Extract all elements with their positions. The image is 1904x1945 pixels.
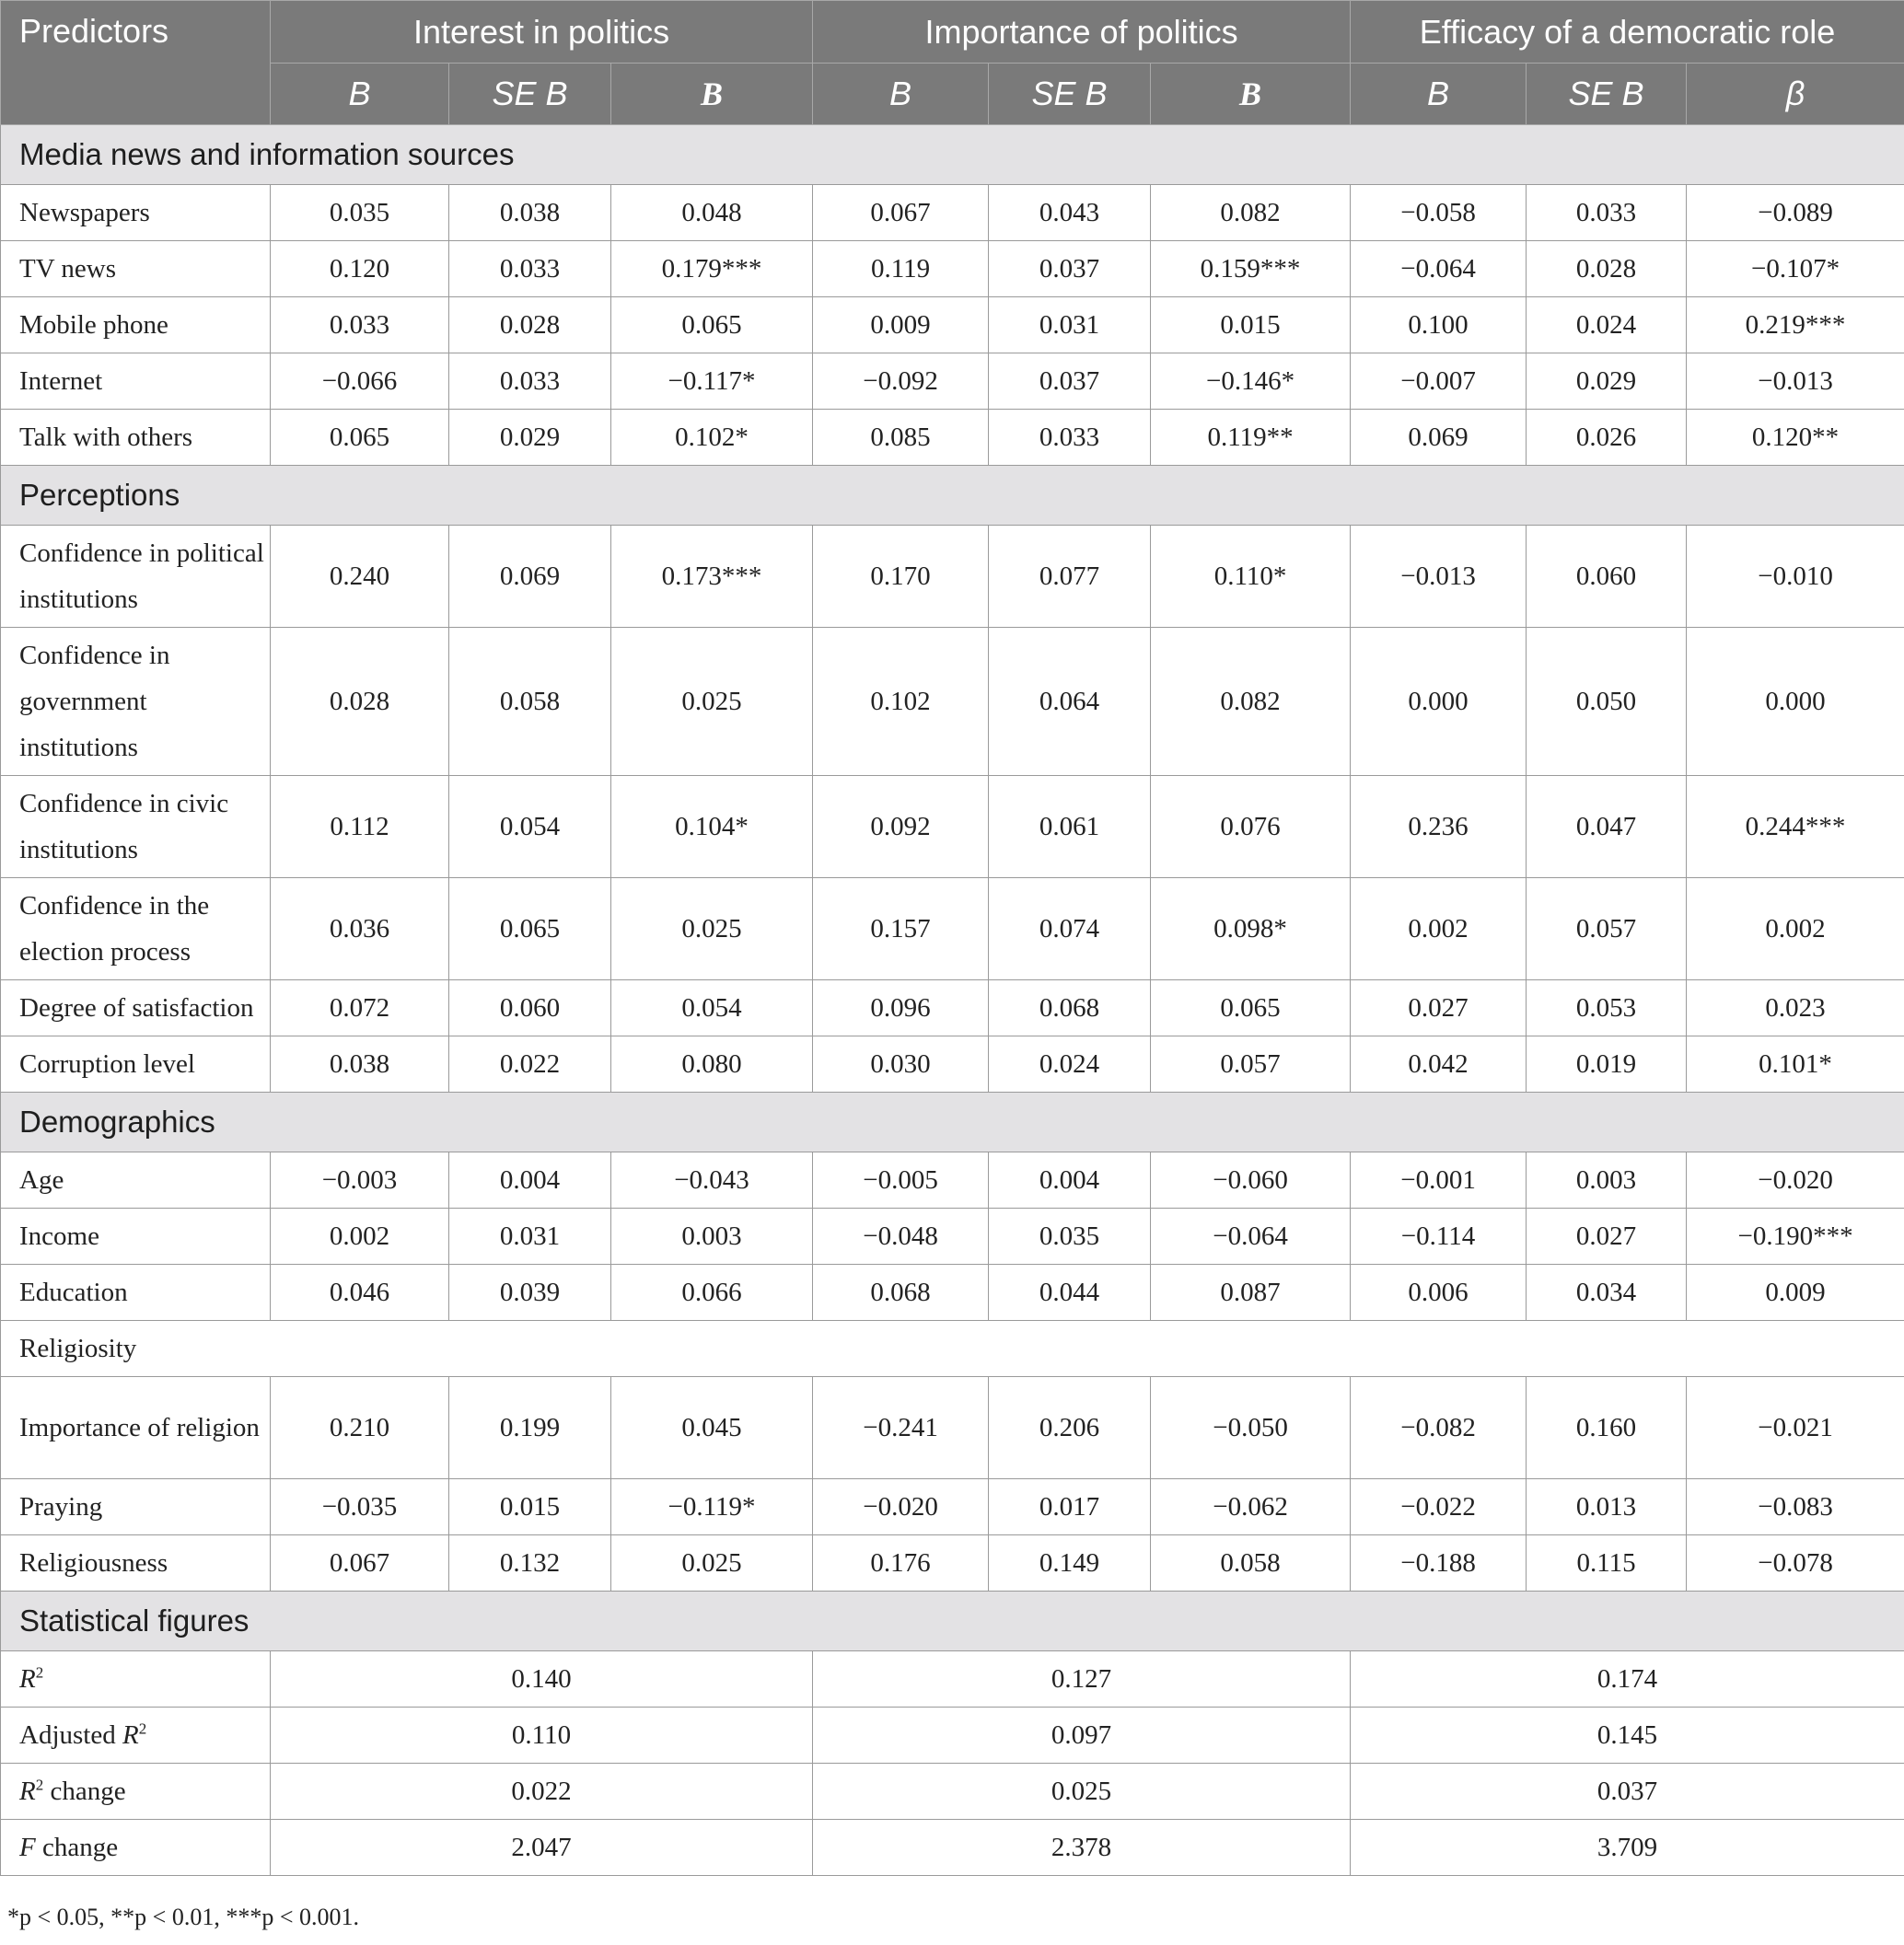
row-label: Importance of religion <box>1 1377 271 1479</box>
table-cell: −0.020 <box>1687 1152 1904 1209</box>
subheader-se-b: SE B <box>989 64 1151 125</box>
table-cell: 0.024 <box>989 1036 1151 1093</box>
table-cell: 0.029 <box>1527 353 1687 410</box>
stats-label-symbol: R <box>122 1720 139 1750</box>
table-row <box>1 1265 1904 1321</box>
table-cell: 0.060 <box>1527 526 1687 628</box>
group-header-importance: Importance of politics <box>813 1 1351 64</box>
table-cell: 0.025 <box>611 628 813 776</box>
row-label: Age <box>1 1152 271 1209</box>
table-cell: 0.054 <box>611 980 813 1036</box>
table-cell: 0.176 <box>813 1535 989 1592</box>
stats-label <box>1 1820 271 1876</box>
table-cell: 0.043 <box>989 185 1151 241</box>
table-cell: −0.146* <box>1151 353 1351 410</box>
table-cell: 0.013 <box>1527 1479 1687 1535</box>
table-cell: −0.089 <box>1687 185 1904 241</box>
table-cell: 0.119 <box>813 241 989 297</box>
table-row <box>1 1036 1904 1093</box>
table-cell: 0.100 <box>1351 297 1527 353</box>
table-row <box>1 297 1904 353</box>
section-row-media <box>1 125 1904 185</box>
table-cell: 0.033 <box>449 241 611 297</box>
table-row <box>1 1152 1904 1209</box>
table-cell: −0.092 <box>813 353 989 410</box>
stats-value: 0.037 <box>1351 1764 1904 1820</box>
table-cell: 0.102 <box>813 628 989 776</box>
religiosity-subheading-row <box>1 1321 1904 1377</box>
table-cell: 0.036 <box>271 878 449 980</box>
table-cell: −0.083 <box>1687 1479 1904 1535</box>
table-cell: 0.035 <box>271 185 449 241</box>
row-label: Confidence in political institutions <box>1 526 271 628</box>
table-cell: 0.044 <box>989 1265 1151 1321</box>
table-cell: 0.061 <box>989 776 1151 878</box>
table-cell: 0.060 <box>449 980 611 1036</box>
table-cell: 0.058 <box>449 628 611 776</box>
table-cell: 0.067 <box>813 185 989 241</box>
table-cell: −0.013 <box>1687 353 1904 410</box>
section-label: Media news and information sources <box>1 125 1904 185</box>
table-cell: 0.067 <box>271 1535 449 1592</box>
table-cell: −0.082 <box>1351 1377 1527 1479</box>
table-cell: 0.110* <box>1151 526 1351 628</box>
table-cell: 0.057 <box>1527 878 1687 980</box>
stats-label-superscript: 2 <box>35 1776 44 1794</box>
stats-label-suffix: change <box>43 1777 126 1806</box>
table-cell: 0.003 <box>611 1209 813 1265</box>
stats-value: 0.025 <box>813 1764 1351 1820</box>
table-cell: −0.022 <box>1351 1479 1527 1535</box>
table-cell: 0.038 <box>271 1036 449 1093</box>
table-cell: 0.120** <box>1687 410 1904 466</box>
table-cell: −0.010 <box>1687 526 1904 628</box>
table-cell: 0.048 <box>611 185 813 241</box>
table-row <box>1 1479 1904 1535</box>
table-cell: 0.064 <box>989 628 1151 776</box>
table-cell: 0.031 <box>449 1209 611 1265</box>
group-header-efficacy: Efficacy of a democratic role <box>1351 1 1904 64</box>
footnote <box>7 1904 359 1931</box>
table-cell: 0.170 <box>813 526 989 628</box>
stats-label-suffix: change <box>35 1833 119 1862</box>
table-cell: −0.078 <box>1687 1535 1904 1592</box>
stats-value: 0.174 <box>1351 1651 1904 1708</box>
row-label: Income <box>1 1209 271 1265</box>
table-cell: 0.179*** <box>611 241 813 297</box>
table-cell: 0.000 <box>1687 628 1904 776</box>
header-row-subheaders <box>1 64 1904 125</box>
stats-label-symbol: F <box>19 1833 36 1862</box>
table-cell: −0.064 <box>1351 241 1527 297</box>
table-cell: 0.240 <box>271 526 449 628</box>
table-cell: 0.033 <box>1527 185 1687 241</box>
table-cell: 0.069 <box>449 526 611 628</box>
table-cell: 0.002 <box>1351 878 1527 980</box>
table-cell: 0.173*** <box>611 526 813 628</box>
table-row <box>1 776 1904 878</box>
table-cell: −0.190*** <box>1687 1209 1904 1265</box>
table-cell: −0.188 <box>1351 1535 1527 1592</box>
table-cell: 0.159*** <box>1151 241 1351 297</box>
table-cell: −0.020 <box>813 1479 989 1535</box>
table-row <box>1 241 1904 297</box>
table-cell: −0.107* <box>1687 241 1904 297</box>
table-cell: −0.050 <box>1151 1377 1351 1479</box>
table-cell: −0.035 <box>271 1479 449 1535</box>
table-cell: 0.004 <box>449 1152 611 1209</box>
table-cell: 0.037 <box>989 353 1151 410</box>
table-cell: 0.210 <box>271 1377 449 1479</box>
table-cell: 0.112 <box>271 776 449 878</box>
table-cell: 0.068 <box>989 980 1151 1036</box>
stats-label <box>1 1764 271 1820</box>
section-row-stats <box>1 1592 1904 1651</box>
stats-row <box>1 1651 1904 1708</box>
table-cell: 0.017 <box>989 1479 1151 1535</box>
table-cell: 0.033 <box>449 353 611 410</box>
table-cell: 0.072 <box>271 980 449 1036</box>
table-cell: 0.037 <box>989 241 1151 297</box>
table-row <box>1 628 1904 776</box>
row-label: Confidence in civic institutions <box>1 776 271 878</box>
stats-label-prefix: Adjusted <box>19 1720 122 1750</box>
table-cell: −0.021 <box>1687 1377 1904 1479</box>
table-cell: 0.027 <box>1351 980 1527 1036</box>
table-cell: 0.047 <box>1527 776 1687 878</box>
section-row-perceptions <box>1 466 1904 526</box>
table-cell: 0.065 <box>1151 980 1351 1036</box>
subheader-beta: B <box>1151 64 1351 125</box>
row-label: Newspapers <box>1 185 271 241</box>
table-cell: 0.199 <box>449 1377 611 1479</box>
table-cell: 0.160 <box>1527 1377 1687 1479</box>
table-cell: 0.057 <box>1151 1036 1351 1093</box>
table-cell: 0.000 <box>1351 628 1527 776</box>
table-cell: −0.013 <box>1351 526 1527 628</box>
row-label: Degree of satisfaction <box>1 980 271 1036</box>
stats-label-superscript: 2 <box>138 1719 147 1738</box>
table-cell: 0.119** <box>1151 410 1351 466</box>
table-row <box>1 1209 1904 1265</box>
table-cell: 0.029 <box>449 410 611 466</box>
table-cell: 0.035 <box>989 1209 1151 1265</box>
row-label: Education <box>1 1265 271 1321</box>
table-cell: 0.053 <box>1527 980 1687 1036</box>
table-cell: 0.080 <box>611 1036 813 1093</box>
stats-value: 0.127 <box>813 1651 1351 1708</box>
table-cell: 0.096 <box>813 980 989 1036</box>
table-cell: 0.054 <box>449 776 611 878</box>
row-label: Mobile phone <box>1 297 271 353</box>
stats-value: 0.145 <box>1351 1708 1904 1764</box>
table-cell: 0.206 <box>989 1377 1151 1479</box>
table-cell: 0.003 <box>1527 1152 1687 1209</box>
table-cell: 0.004 <box>989 1152 1151 1209</box>
table-cell: −0.241 <box>813 1377 989 1479</box>
table-cell: −0.064 <box>1151 1209 1351 1265</box>
table-cell: 0.058 <box>1151 1535 1351 1592</box>
row-label: Praying <box>1 1479 271 1535</box>
table-cell: 0.022 <box>449 1036 611 1093</box>
stats-row <box>1 1820 1904 1876</box>
table-cell: 0.009 <box>813 297 989 353</box>
table-cell: −0.007 <box>1351 353 1527 410</box>
table-cell: 0.087 <box>1151 1265 1351 1321</box>
stats-row <box>1 1708 1904 1764</box>
row-label: Corruption level <box>1 1036 271 1093</box>
table-cell: 0.068 <box>813 1265 989 1321</box>
table-cell: 0.082 <box>1151 628 1351 776</box>
table-cell: −0.058 <box>1351 185 1527 241</box>
stats-value: 0.022 <box>271 1764 813 1820</box>
subheader-se-b: SE B <box>449 64 611 125</box>
header-row-groups <box>1 1 1904 64</box>
stats-value: 0.110 <box>271 1708 813 1764</box>
stats-label-superscript: 2 <box>35 1663 44 1682</box>
table-cell: 0.024 <box>1527 297 1687 353</box>
table-cell: 0.009 <box>1687 1265 1904 1321</box>
stats-value: 2.047 <box>271 1820 813 1876</box>
table-cell: 0.033 <box>989 410 1151 466</box>
table-cell: 0.050 <box>1527 628 1687 776</box>
table-cell: 0.025 <box>611 1535 813 1592</box>
table-cell: 0.039 <box>449 1265 611 1321</box>
table-cell: −0.043 <box>611 1152 813 1209</box>
table-cell: 0.104* <box>611 776 813 878</box>
group-header-interest: Interest in politics <box>271 1 813 64</box>
section-label: Demographics <box>1 1093 1904 1152</box>
table-cell: 0.066 <box>611 1265 813 1321</box>
table-cell: 0.065 <box>449 878 611 980</box>
table-cell: 0.038 <box>449 185 611 241</box>
table-row <box>1 526 1904 628</box>
table-cell: 0.026 <box>1527 410 1687 466</box>
row-label: Talk with others <box>1 410 271 466</box>
stats-row <box>1 1764 1904 1820</box>
table-cell: −0.048 <box>813 1209 989 1265</box>
table-cell: 0.033 <box>271 297 449 353</box>
table-cell: 0.025 <box>611 878 813 980</box>
table-row <box>1 353 1904 410</box>
table-cell: 0.101* <box>1687 1036 1904 1093</box>
table-cell: 0.045 <box>611 1377 813 1479</box>
table-cell: 0.042 <box>1351 1036 1527 1093</box>
table-cell: 0.069 <box>1351 410 1527 466</box>
section-label: Perceptions <box>1 466 1904 526</box>
table-cell: 0.149 <box>989 1535 1151 1592</box>
table-cell: −0.066 <box>271 353 449 410</box>
table-row <box>1 185 1904 241</box>
stats-label <box>1 1651 271 1708</box>
table-cell: 0.244*** <box>1687 776 1904 878</box>
table-cell: 0.046 <box>271 1265 449 1321</box>
subheader-se-b: SE B <box>1527 64 1687 125</box>
table-cell: 0.098* <box>1151 878 1351 980</box>
stats-value: 3.709 <box>1351 1820 1904 1876</box>
table-cell: 0.015 <box>449 1479 611 1535</box>
table-row <box>1 1377 1904 1479</box>
table-cell: 0.028 <box>1527 241 1687 297</box>
table-row <box>1 878 1904 980</box>
table-cell: 0.019 <box>1527 1036 1687 1093</box>
table-cell: −0.114 <box>1351 1209 1527 1265</box>
section-row-demographics <box>1 1093 1904 1152</box>
table-cell: 0.015 <box>1151 297 1351 353</box>
subheader-b: B <box>813 64 989 125</box>
row-label: Religiousness <box>1 1535 271 1592</box>
table-cell: 0.132 <box>449 1535 611 1592</box>
table-cell: 0.102* <box>611 410 813 466</box>
religiosity-label: Religiosity <box>1 1321 1904 1377</box>
table-cell: 0.082 <box>1151 185 1351 241</box>
table-cell: −0.001 <box>1351 1152 1527 1209</box>
table-cell: 0.074 <box>989 878 1151 980</box>
table-row <box>1 1535 1904 1592</box>
section-label: Statistical figures <box>1 1592 1904 1651</box>
table-cell: 0.002 <box>271 1209 449 1265</box>
table-cell: 0.157 <box>813 878 989 980</box>
table-cell: 0.065 <box>611 297 813 353</box>
stats-label <box>1 1708 271 1764</box>
table-cell: −0.005 <box>813 1152 989 1209</box>
table-cell: 0.034 <box>1527 1265 1687 1321</box>
table-cell: 0.219*** <box>1687 297 1904 353</box>
table-cell: 0.030 <box>813 1036 989 1093</box>
row-label: Internet <box>1 353 271 410</box>
table-cell: 0.002 <box>1687 878 1904 980</box>
table-cell: 0.236 <box>1351 776 1527 878</box>
footnote-text: *p < 0.05, **p < 0.01, ***p < 0.001. <box>7 1904 359 1930</box>
stats-value: 0.140 <box>271 1651 813 1708</box>
table-cell: 0.092 <box>813 776 989 878</box>
stats-value: 2.378 <box>813 1820 1351 1876</box>
table-cell: 0.076 <box>1151 776 1351 878</box>
stats-label-symbol: R <box>19 1777 36 1806</box>
row-label: Confidence in the election process <box>1 878 271 980</box>
table-cell: −0.119* <box>611 1479 813 1535</box>
table-cell: 0.028 <box>449 297 611 353</box>
table-cell: 0.065 <box>271 410 449 466</box>
subheader-beta: β <box>1687 64 1904 125</box>
table-cell: 0.077 <box>989 526 1151 628</box>
table-cell: −0.117* <box>611 353 813 410</box>
table-cell: 0.115 <box>1527 1535 1687 1592</box>
table-cell: 0.023 <box>1687 980 1904 1036</box>
predictors-header: Predictors <box>1 1 271 125</box>
subheader-beta: B <box>611 64 813 125</box>
table-cell: −0.062 <box>1151 1479 1351 1535</box>
table-row <box>1 410 1904 466</box>
table-cell: 0.120 <box>271 241 449 297</box>
stats-value: 0.097 <box>813 1708 1351 1764</box>
table-cell: 0.031 <box>989 297 1151 353</box>
row-label: Confidence in government institutions <box>1 628 271 776</box>
table-cell: 0.027 <box>1527 1209 1687 1265</box>
subheader-b: B <box>271 64 449 125</box>
table-cell: 0.028 <box>271 628 449 776</box>
row-label: TV news <box>1 241 271 297</box>
table-row <box>1 980 1904 1036</box>
table-cell: −0.060 <box>1151 1152 1351 1209</box>
table-cell: −0.003 <box>271 1152 449 1209</box>
table-cell: 0.006 <box>1351 1265 1527 1321</box>
table-cell: 0.085 <box>813 410 989 466</box>
stats-label-symbol: R <box>19 1664 36 1694</box>
subheader-b: B <box>1351 64 1527 125</box>
